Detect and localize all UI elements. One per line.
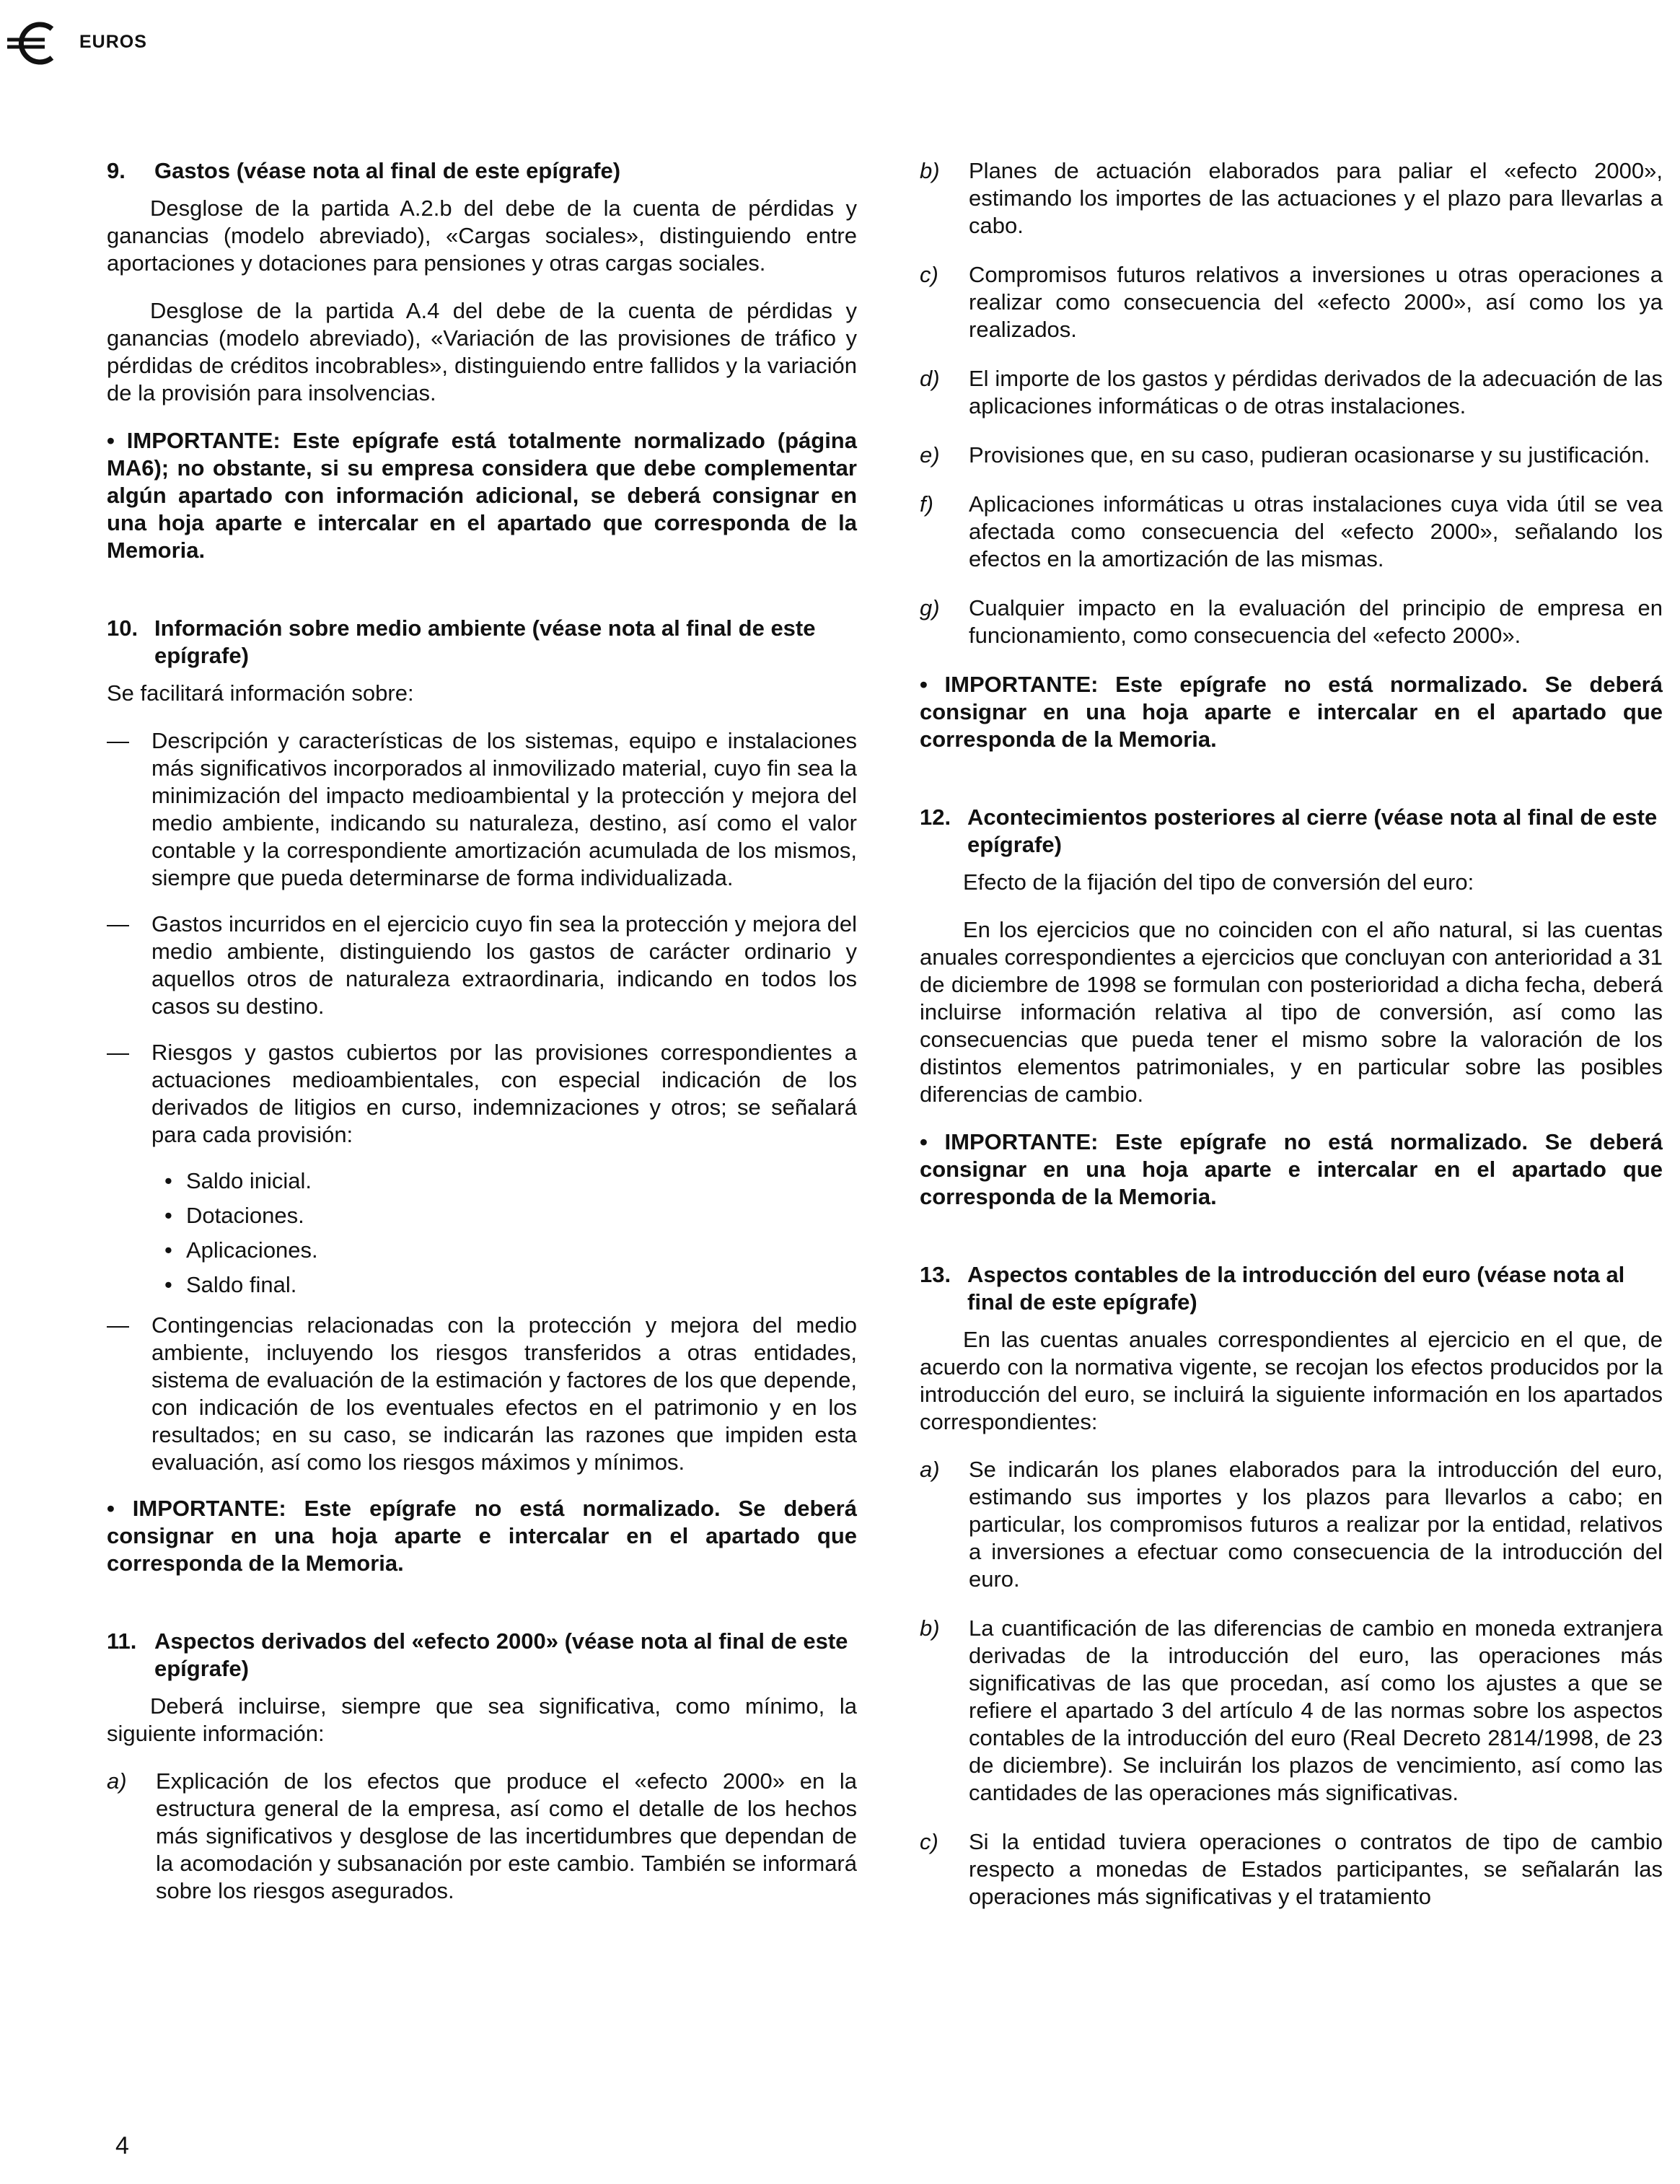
bullet-list <box>107 1167 857 1299</box>
section-title: Aspectos derivados del «efecto 2000» (véase nota al final de este epígrafe) <box>154 1628 848 1681</box>
item-letter: c) <box>920 262 938 287</box>
paragraph: Desglose de la partida A.4 del debe de la cuenta de pérdidas y ganancias (modelo abreviado), «Variación de las provisiones de tráfico y pérdidas de créditos incobrables», distinguiendo entre fallidos y la variación de la provisión para insolvencias. <box>107 298 857 405</box>
item-letter: a) <box>920 1457 940 1482</box>
section-title: Gastos (véase nota al final de este epígrafe) <box>154 158 621 183</box>
list-item <box>920 365 1663 420</box>
list-item-text: Provisiones que, en su caso, pudieran ocasionarse y su justificación. <box>969 442 1650 468</box>
list-item <box>107 1312 857 1476</box>
list-item <box>107 727 857 892</box>
bullet-item: • Aplicaciones. <box>164 1237 857 1264</box>
list-item-text: Si la entidad tuviera operaciones o contratos de tipo de cambio respecto a monedas de Estados participantes, se señalarán las operaciones más significativas y el tratamiento <box>969 1829 1663 1909</box>
list-item <box>920 261 1663 343</box>
list-item-text: Gastos incurridos en el ejercicio cuyo fin sea la protección y mejora del medio ambiente, distinguiendo los gastos de carácter ordinario y aquellos otros de naturaleza extraordinaria, indicando en todos los casos su destino. <box>151 911 857 1019</box>
paragraph: Deberá incluirse, siempre que sea significativa, como mínimo, la siguiente información: <box>107 1693 857 1746</box>
list-item <box>920 157 1663 240</box>
section-number: 9. <box>107 158 126 183</box>
left-column <box>107 157 857 1926</box>
list-item-text: Cualquier impacto en la evaluación del principio de empresa en funcionamiento, como consecuencia del «efecto 2000». <box>969 595 1663 648</box>
important-note: • IMPORTANTE: Este epígrafe está totalmente normalizado (página MA6); no obstante, si su empresa considera que debe complementar algún apartado con información adicional, se deberá consignar en una hoja aparte e intercalar en el apartado que corresponda de la Memoria. <box>107 428 857 563</box>
paragraph: Efecto de la fijación del tipo de conversión del euro: <box>963 869 1474 895</box>
list-item-text: El importe de los gastos y pérdidas derivados de la adecuación de las aplicaciones informáticas o de otras instalaciones. <box>969 366 1663 418</box>
list-item-text: Compromisos futuros relativos a inversiones u otras operaciones a realizar como consecuencia del «efecto 2000», así como los ya realizados. <box>969 262 1663 342</box>
section-11-heading <box>107 1628 857 1683</box>
section-number: 12. <box>920 804 951 830</box>
section-9-heading <box>107 157 857 185</box>
important-note: • IMPORTANTE: Este epígrafe no está normalizado. Se deberá consignar en una hoja aparte e intercalar en el apartado que corresponda de la Memoria. <box>920 672 1663 752</box>
paragraph: Se facilitará información sobre: <box>107 680 414 706</box>
section-13-heading <box>920 1261 1663 1316</box>
item-letter: e) <box>920 442 940 468</box>
list-item-text: Contingencias relacionadas con la protección y mejora del medio ambiente, incluyendo los riesgos transferidos a otras entidades, sistema de evaluación de la estimación y factores de los que depende, con indicación de los eventuales efectos en el patrimonio y en los resultados; en su caso, se indicarán las razones que impiden esta evaluación, así como los riesgos máximos y mínimos. <box>151 1312 857 1475</box>
list-item-text: Aplicaciones informáticas u otras instalaciones cuya vida útil se vea afectada como consecuencia del «efecto 2000», señalando los efectos en la amortización de las mismas. <box>969 491 1663 571</box>
list-item-text: Se indicarán los planes elaborados para la introducción del euro, estimando sus importes y los plazos para llevarlos a cabo; en particular, los compromisos futuros a realizar por la entidad, relativos a inversiones a efectuar como consecuencia de la introducción del euro. <box>969 1457 1663 1592</box>
item-letter: c) <box>920 1829 938 1854</box>
important-note: • IMPORTANTE: Este epígrafe no está normalizado. Se deberá consignar en una hoja aparte e intercalar en el apartado que corresponda de la Memoria. <box>920 1129 1663 1209</box>
list-item-text: La cuantificación de las diferencias de cambio en moneda extranjera derivadas de la introducción del euro, las operaciones más significativas de las que procedan, así como los ajustes a que se refiere el apartado 3 del artículo 4 de las normas sobre los aspectos contables de la introducción del euro (Real Decreto 2814/1998, de 23 de diciembre). Se incluirán los plazos de vencimiento, así como las cantidades de las operaciones más significativas. <box>969 1615 1663 1805</box>
dash-marker: — <box>107 728 129 753</box>
dash-marker: — <box>107 1312 129 1338</box>
section-10-heading <box>107 615 857 670</box>
section-title: Aspectos contables de la introducción del euro (véase nota al final de este epígrafe) <box>967 1262 1625 1315</box>
dash-marker: — <box>107 911 129 937</box>
list-item-text: Riesgos y gastos cubiertos por las provisiones correspondientes a actuaciones medioambientales, con especial indicación de los derivados de litigios en curso, indemnizaciones y otros; se señalará para cada provisión: <box>151 1040 857 1147</box>
dash-marker: — <box>107 1040 129 1065</box>
item-letter: f) <box>920 491 933 517</box>
section-number: 11. <box>107 1628 137 1654</box>
list-item <box>920 1456 1663 1593</box>
paragraph: En los ejercicios que no coinciden con el año natural, si las cuentas anuales correspondientes a ejercicios que concluyan con anterioridad a 31 de diciembre de 1998 se formulan con posterioridad a dicha fecha, deberá incluirse información relativa al tipo de conversión, así como las consecuencias que pueda tener el mismo sobre la valoración de los distintos elementos patrimoniales, y en particular sobre las posibles diferencias de cambio. <box>920 917 1663 1107</box>
list-item-text: Explicación de los efectos que produce el «efecto 2000» en la estructura general de la empresa, así como el detalle de los hechos más significativos y desglose de las incertidumbres que dependan de la acomodación y subsanación por este cambio. También se informará sobre los riesgos asegurados. <box>156 1768 857 1903</box>
list-item-text: Planes de actuación elaborados para paliar el «efecto 2000», estimando los importes de las actuaciones y el plazo para llevarlas a cabo. <box>969 158 1663 238</box>
page-number: 4 <box>115 2132 129 2159</box>
section-12-heading <box>920 804 1663 859</box>
item-letter: b) <box>920 1615 940 1641</box>
header-label: EUROS <box>79 32 147 52</box>
list-item <box>107 911 857 1020</box>
item-letter: d) <box>920 366 940 391</box>
item-letter: b) <box>920 158 940 183</box>
bullet-item: • Saldo final. <box>164 1271 857 1299</box>
paragraph: En las cuentas anuales correspondientes al ejercicio en el que, de acuerdo con la normativa vigente, se recojan los efectos producidos por la introducción del euro, se incluirá la siguiente información en los apartados correspondientes: <box>920 1327 1663 1434</box>
list-item <box>920 1615 1663 1807</box>
section-number: 13. <box>920 1262 951 1287</box>
item-letter: a) <box>107 1768 127 1794</box>
item-letter: g) <box>920 595 940 620</box>
list-item <box>107 1768 857 1905</box>
important-note: • IMPORTANTE: Este epígrafe no está normalizado. Se deberá consignar en una hoja aparte e intercalar en el apartado que corresponda de la Memoria. <box>107 1496 857 1576</box>
list-item <box>920 491 1663 573</box>
euro-icon <box>4 22 62 65</box>
section-number: 10. <box>107 615 138 641</box>
list-item <box>920 1828 1663 1911</box>
right-column <box>920 157 1663 1932</box>
paragraph: Desglose de la partida A.2.b del debe de la cuenta de pérdidas y ganancias (modelo abreviado), «Cargas sociales», distinguiendo entre aportaciones y dotaciones para pensiones y otras cargas sociales. <box>107 196 857 276</box>
list-item-text: Descripción y características de los sistemas, equipo e instalaciones más significativos incorporados al inmovilizado material, cuyo fin sea la minimización del impacto medioambiental y la protección y mejora del medio ambiente, indicando su naturaleza, destino, así como el valor contable y la correspondiente amortización acumulada de los mismos, siempre que pueda determinarse de forma individualizada. <box>151 728 857 890</box>
list-item <box>920 442 1663 469</box>
bullet-item: • Saldo inicial. <box>164 1167 857 1195</box>
list-item <box>107 1039 857 1149</box>
section-title: Acontecimientos posteriores al cierre (véase nota al final de este epígrafe) <box>967 804 1658 857</box>
section-title: Información sobre medio ambiente (véase nota al final de este epígrafe) <box>154 615 816 668</box>
list-item <box>920 595 1663 649</box>
bullet-item: • Dotaciones. <box>164 1202 857 1229</box>
